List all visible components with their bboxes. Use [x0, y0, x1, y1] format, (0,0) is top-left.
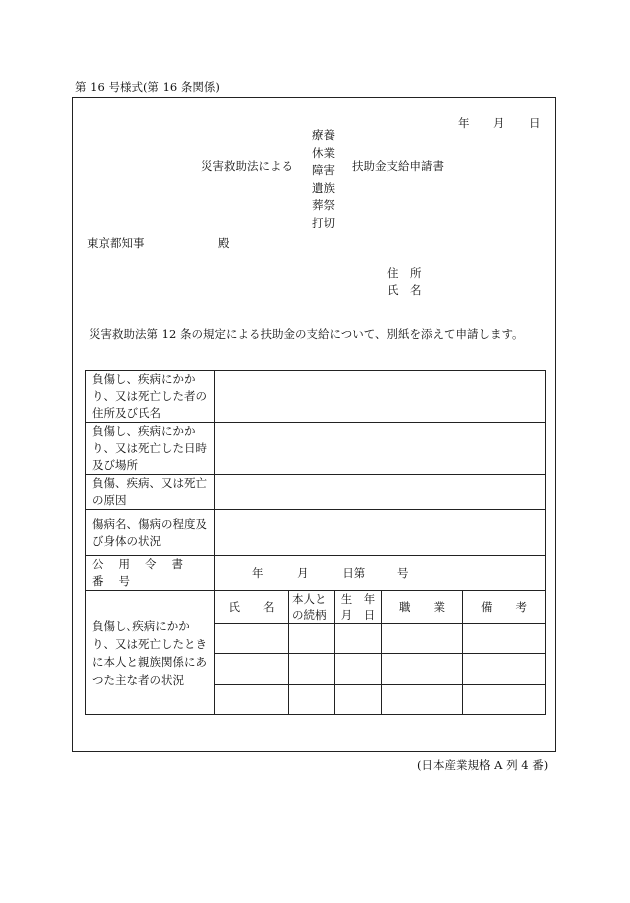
cause-field[interactable] [215, 475, 546, 510]
family-cell[interactable] [382, 685, 463, 715]
order-day-no: 日第 [342, 565, 366, 580]
order-number-field[interactable] [215, 556, 546, 591]
family-col-name: 氏 名 [215, 591, 289, 624]
cause-label: 負傷、疾病、又は死亡の原因 [86, 475, 215, 510]
application-details-table [85, 370, 546, 715]
title-prefix: 災害救助法による [201, 159, 293, 173]
order-number-suffix: 号 [396, 565, 409, 580]
benefit-type: 遺族 [312, 180, 335, 195]
addressee-name: 東京都知事 [87, 236, 145, 250]
family-cell[interactable] [463, 685, 546, 715]
condition-label: 傷病名、傷病の程度及び身体の状況 [86, 510, 215, 556]
date-place-field[interactable] [215, 423, 546, 475]
family-cell[interactable] [289, 624, 335, 654]
title-suffix: 扶助金支給申請書 [352, 159, 444, 173]
order-number-label [86, 556, 215, 591]
family-cell[interactable] [335, 624, 382, 654]
benefit-type: 打切 [312, 215, 335, 230]
family-cell[interactable] [215, 654, 289, 685]
family-col-occupation: 職 業 [382, 591, 463, 624]
date-month-label: 月 [493, 116, 505, 130]
application-statement: 災害救助法第 12 条の規定による扶助金の支給について、別紙を添えて申請します。 [89, 327, 524, 341]
footer-note: (日本産業規格 A 列 4 番) [417, 758, 549, 772]
family-col-birth-year: 生 年 [340, 592, 376, 606]
family-cell[interactable] [335, 685, 382, 715]
date-day-label: 日 [529, 116, 541, 130]
benefit-type: 休業 [312, 145, 335, 160]
injured-person-label: 負傷し、疾病にかかり、又は死亡した者の住所及び氏名 [86, 371, 215, 423]
order-month: 月 [297, 565, 309, 580]
table-row [86, 475, 546, 510]
family-cell[interactable] [382, 624, 463, 654]
benefit-type: 葬祭 [312, 198, 335, 212]
benefit-type: 障害 [312, 163, 335, 177]
family-cell[interactable] [215, 624, 289, 654]
addressee-honorific: 殿 [218, 236, 230, 250]
family-cell[interactable] [289, 654, 335, 685]
family-col-remarks: 備 考 [463, 591, 546, 624]
benefit-type: 療養 [312, 128, 335, 142]
condition-field[interactable] [215, 510, 546, 556]
family-col-relation: 本人との続柄 [289, 591, 335, 624]
family-col-birth-month: 月 日 [340, 608, 376, 622]
date-year-label: 年 [458, 116, 470, 130]
applicant-address-label: 住 所 [387, 266, 422, 280]
table-row [86, 423, 546, 475]
table-row [86, 371, 546, 423]
date-place-label: 負傷し、疾病にかかり、又は死亡した日時及び場所 [86, 423, 215, 475]
family-cell[interactable] [463, 654, 546, 685]
family-col-birth [335, 591, 382, 624]
family-cell[interactable] [289, 685, 335, 715]
applicant-name-label: 氏 名 [387, 283, 422, 297]
family-cell[interactable] [382, 654, 463, 685]
family-cell[interactable] [335, 654, 382, 685]
family-cell[interactable] [215, 685, 289, 715]
form-number: 第 16 号様式(第 16 条関係) [75, 80, 220, 94]
order-number-label-text: 公用令書番号 [92, 557, 198, 588]
family-status-label: 負傷し､疾病にかかり、又は死亡したときに本人と親族関係にあつた主な者の状況 [86, 591, 215, 715]
table-row [86, 510, 546, 556]
injured-person-field[interactable] [215, 371, 546, 423]
benefit-type-list [312, 127, 335, 232]
table-row [86, 556, 546, 591]
table-row [86, 591, 546, 624]
order-year: 年 [252, 565, 264, 580]
family-cell[interactable] [463, 624, 546, 654]
